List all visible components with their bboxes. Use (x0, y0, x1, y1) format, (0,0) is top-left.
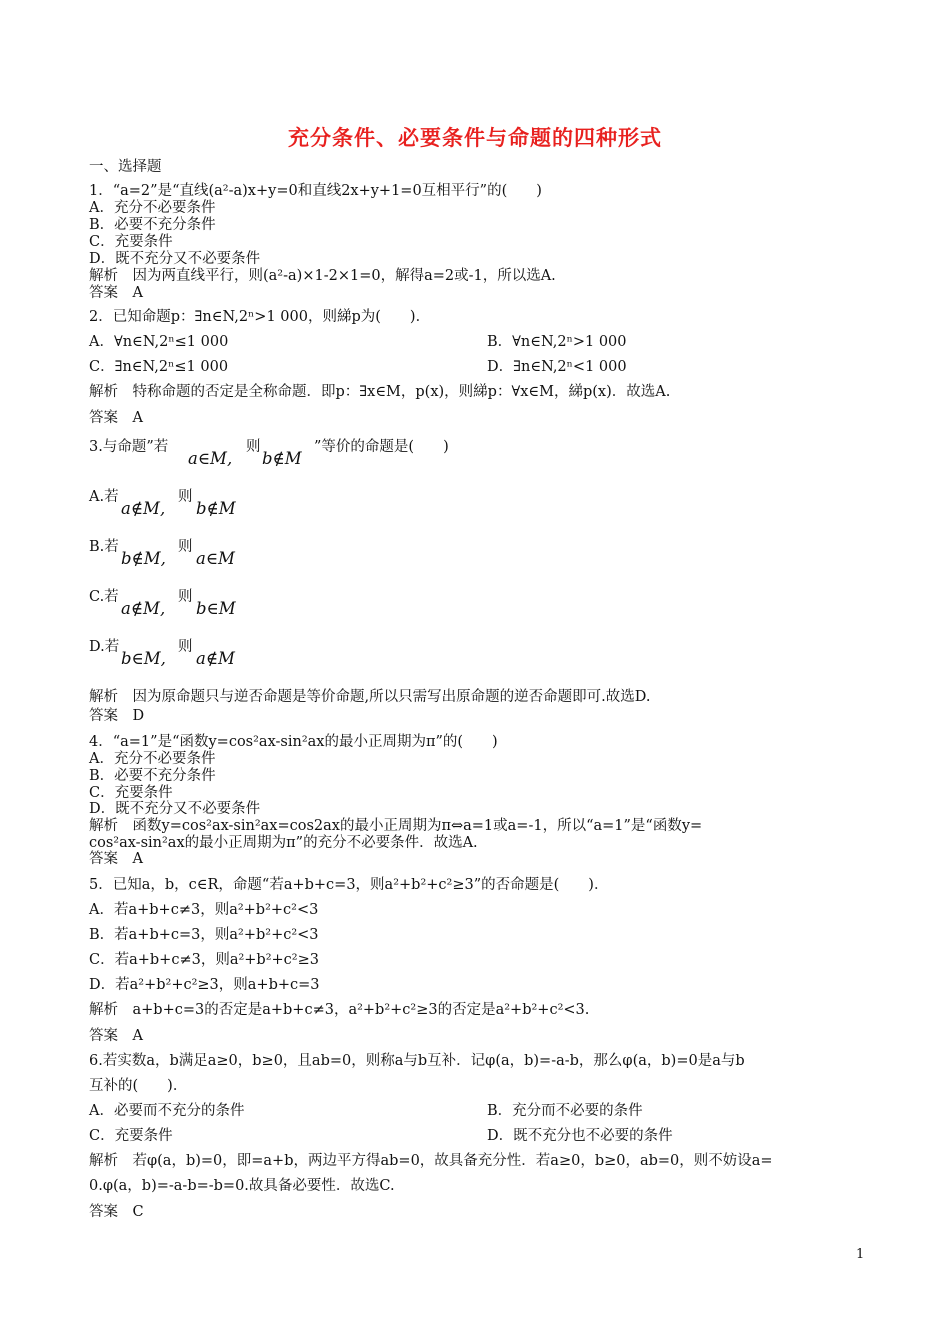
q2-analysis: 解析 特称命题的否定是全称命题．即p：∃x∈M，p(x)，则綈p：∀x∈M，綈p(x)．故选A. (89, 384, 671, 400)
section-heading: 一、选择题 (89, 159, 162, 175)
q3-option-b-label: B.若 (89, 539, 119, 555)
q1-option-d: D．既不充分又不必要条件 (89, 251, 261, 267)
q5-answer: 答案 A (89, 1028, 143, 1044)
q3-option-d-result: a∉M (196, 649, 235, 668)
q3-stem-result: b∉M (262, 449, 302, 468)
q3-option-b-condition: b∉M, (121, 549, 166, 568)
q6-analysis-line2: 0.φ(a，b)=-a-b=-b=0.故具备必要性．故选C. (89, 1178, 395, 1194)
q4-option-d: D．既不充分又不必要条件 (89, 801, 261, 817)
q5-stem: 5．已知a，b，c∈R，命题“若a+b+c=3，则a²+b²+c²≥3”的否命题是( )． (89, 877, 609, 893)
q4-option-a: A．充分不必要条件 (89, 751, 216, 767)
q3-stem-condition: a∈M, (188, 449, 233, 468)
q6-option-c: C．充要条件 (89, 1128, 173, 1144)
q5-option-a: A．若a+b+c≠3，则a²+b²+c²<3 (89, 902, 319, 918)
q3-option-a-result: b∉M (196, 499, 236, 518)
q5-option-b: B．若a+b+c=3，则a²+b²+c²<3 (89, 927, 319, 943)
q4-option-c: C．充要条件 (89, 785, 173, 801)
q3-option-c-then: 则 (178, 589, 193, 605)
q4-analysis-line1: 解析 函数y=cos²ax-sin²ax=cos2ax的最小正周期为π⇔a=1或a=-1，所以“a=1”是“函数y= (89, 818, 703, 834)
q5-option-c: C．若a+b+c≠3，则a²+b²+c²≥3 (89, 952, 319, 968)
q3-option-c-condition: a∉M, (121, 599, 166, 618)
q3-option-a-condition: a∉M, (121, 499, 166, 518)
q3-option-d-label: D.若 (89, 639, 120, 655)
q4-analysis-line2: cos²ax-sin²ax的最小正周期为π”的充分不必要条件．故选A. (89, 835, 478, 851)
q3-stem-prefix: 3.与命题”若 (89, 439, 169, 455)
q2-answer: 答案 A (89, 410, 143, 426)
q3-stem-then: 则 (246, 439, 261, 455)
q3-answer: 答案 D (89, 708, 145, 724)
q4-stem: 4．“a=1”是“函数y=cos²ax-sin²ax的最小正周期为π”的( ) (89, 734, 498, 750)
q3-analysis: 解析 因为原命题只与逆否命题是等价命题,所以只需写出原命题的逆否命题即可.故选D. (89, 689, 651, 705)
q3-option-b-result: a∈M (196, 549, 235, 568)
q1-option-a: A．充分不必要条件 (89, 200, 216, 216)
q3-option-a-label: A.若 (89, 489, 119, 505)
q1-stem: 1．“a=2”是“直线(a²-a)x+y=0和直线2x+y+1=0互相平行”的( ) (89, 183, 542, 199)
q1-option-b: B．必要不充分条件 (89, 217, 216, 233)
q6-stem-line2: 互补的( )． (89, 1078, 188, 1094)
q3-option-c-result: b∈M (196, 599, 236, 618)
q6-option-a: A．必要而不充分的条件 (89, 1103, 245, 1119)
q1-answer: 答案 A (89, 285, 143, 301)
q3-option-d-then: 则 (178, 639, 193, 655)
q3-option-d-condition: b∈M, (121, 649, 166, 668)
q1-analysis: 解析 因为两直线平行，则(a²-a)×1-2×1=0，解得a=2或-1，所以选A. (89, 268, 556, 284)
q2-option-d: D．∃n∈N,2ⁿ<1 000 (487, 359, 627, 375)
q3-option-c-label: C.若 (89, 589, 119, 605)
q5-analysis: 解析 a+b+c=3的否定是a+b+c≠3，a²+b²+c²≥3的否定是a²+b²+c²<3. (89, 1002, 590, 1018)
q6-answer: 答案 C (89, 1204, 144, 1220)
q3-option-b-then: 则 (178, 539, 193, 555)
document-title: 充分条件、必要条件与命题的四种形式 (288, 126, 662, 150)
page-number: 1 (856, 1247, 865, 1262)
q4-answer: 答案 A (89, 851, 143, 867)
q3-stem-suffix: ”等价的命题是( ) (314, 439, 449, 455)
q2-stem: 2．已知命题p：∃n∈N,2ⁿ>1 000，则綈p为( )． (89, 309, 431, 325)
q1-option-c: C．充要条件 (89, 234, 173, 250)
q6-stem-line1: 6.若实数a，b满足a≥0，b≥0，且ab=0，则称a与b互补．记φ(a，b)=-a-b，那么φ(a，b)=0是a与b (89, 1053, 745, 1069)
q3-option-a-then: 则 (178, 489, 193, 505)
q6-option-d: D．既不充分也不必要的条件 (487, 1128, 673, 1144)
q5-option-d: D．若a²+b²+c²≥3，则a+b+c=3 (89, 977, 320, 993)
q6-analysis-line1: 解析 若φ(a，b)=0，即=a+b，两边平方得ab=0，故具备充分性．若a≥0，b≥0，ab=0，则不妨设a= (89, 1153, 773, 1169)
q6-option-b: B．充分而不必要的条件 (487, 1103, 643, 1119)
q2-option-c: C．∃n∈N,2ⁿ≤1 000 (89, 359, 229, 375)
q2-option-a: A．∀n∈N,2ⁿ≤1 000 (89, 334, 229, 350)
q2-option-b: B．∀n∈N,2ⁿ>1 000 (487, 334, 627, 350)
q4-option-b: B．必要不充分条件 (89, 768, 216, 784)
